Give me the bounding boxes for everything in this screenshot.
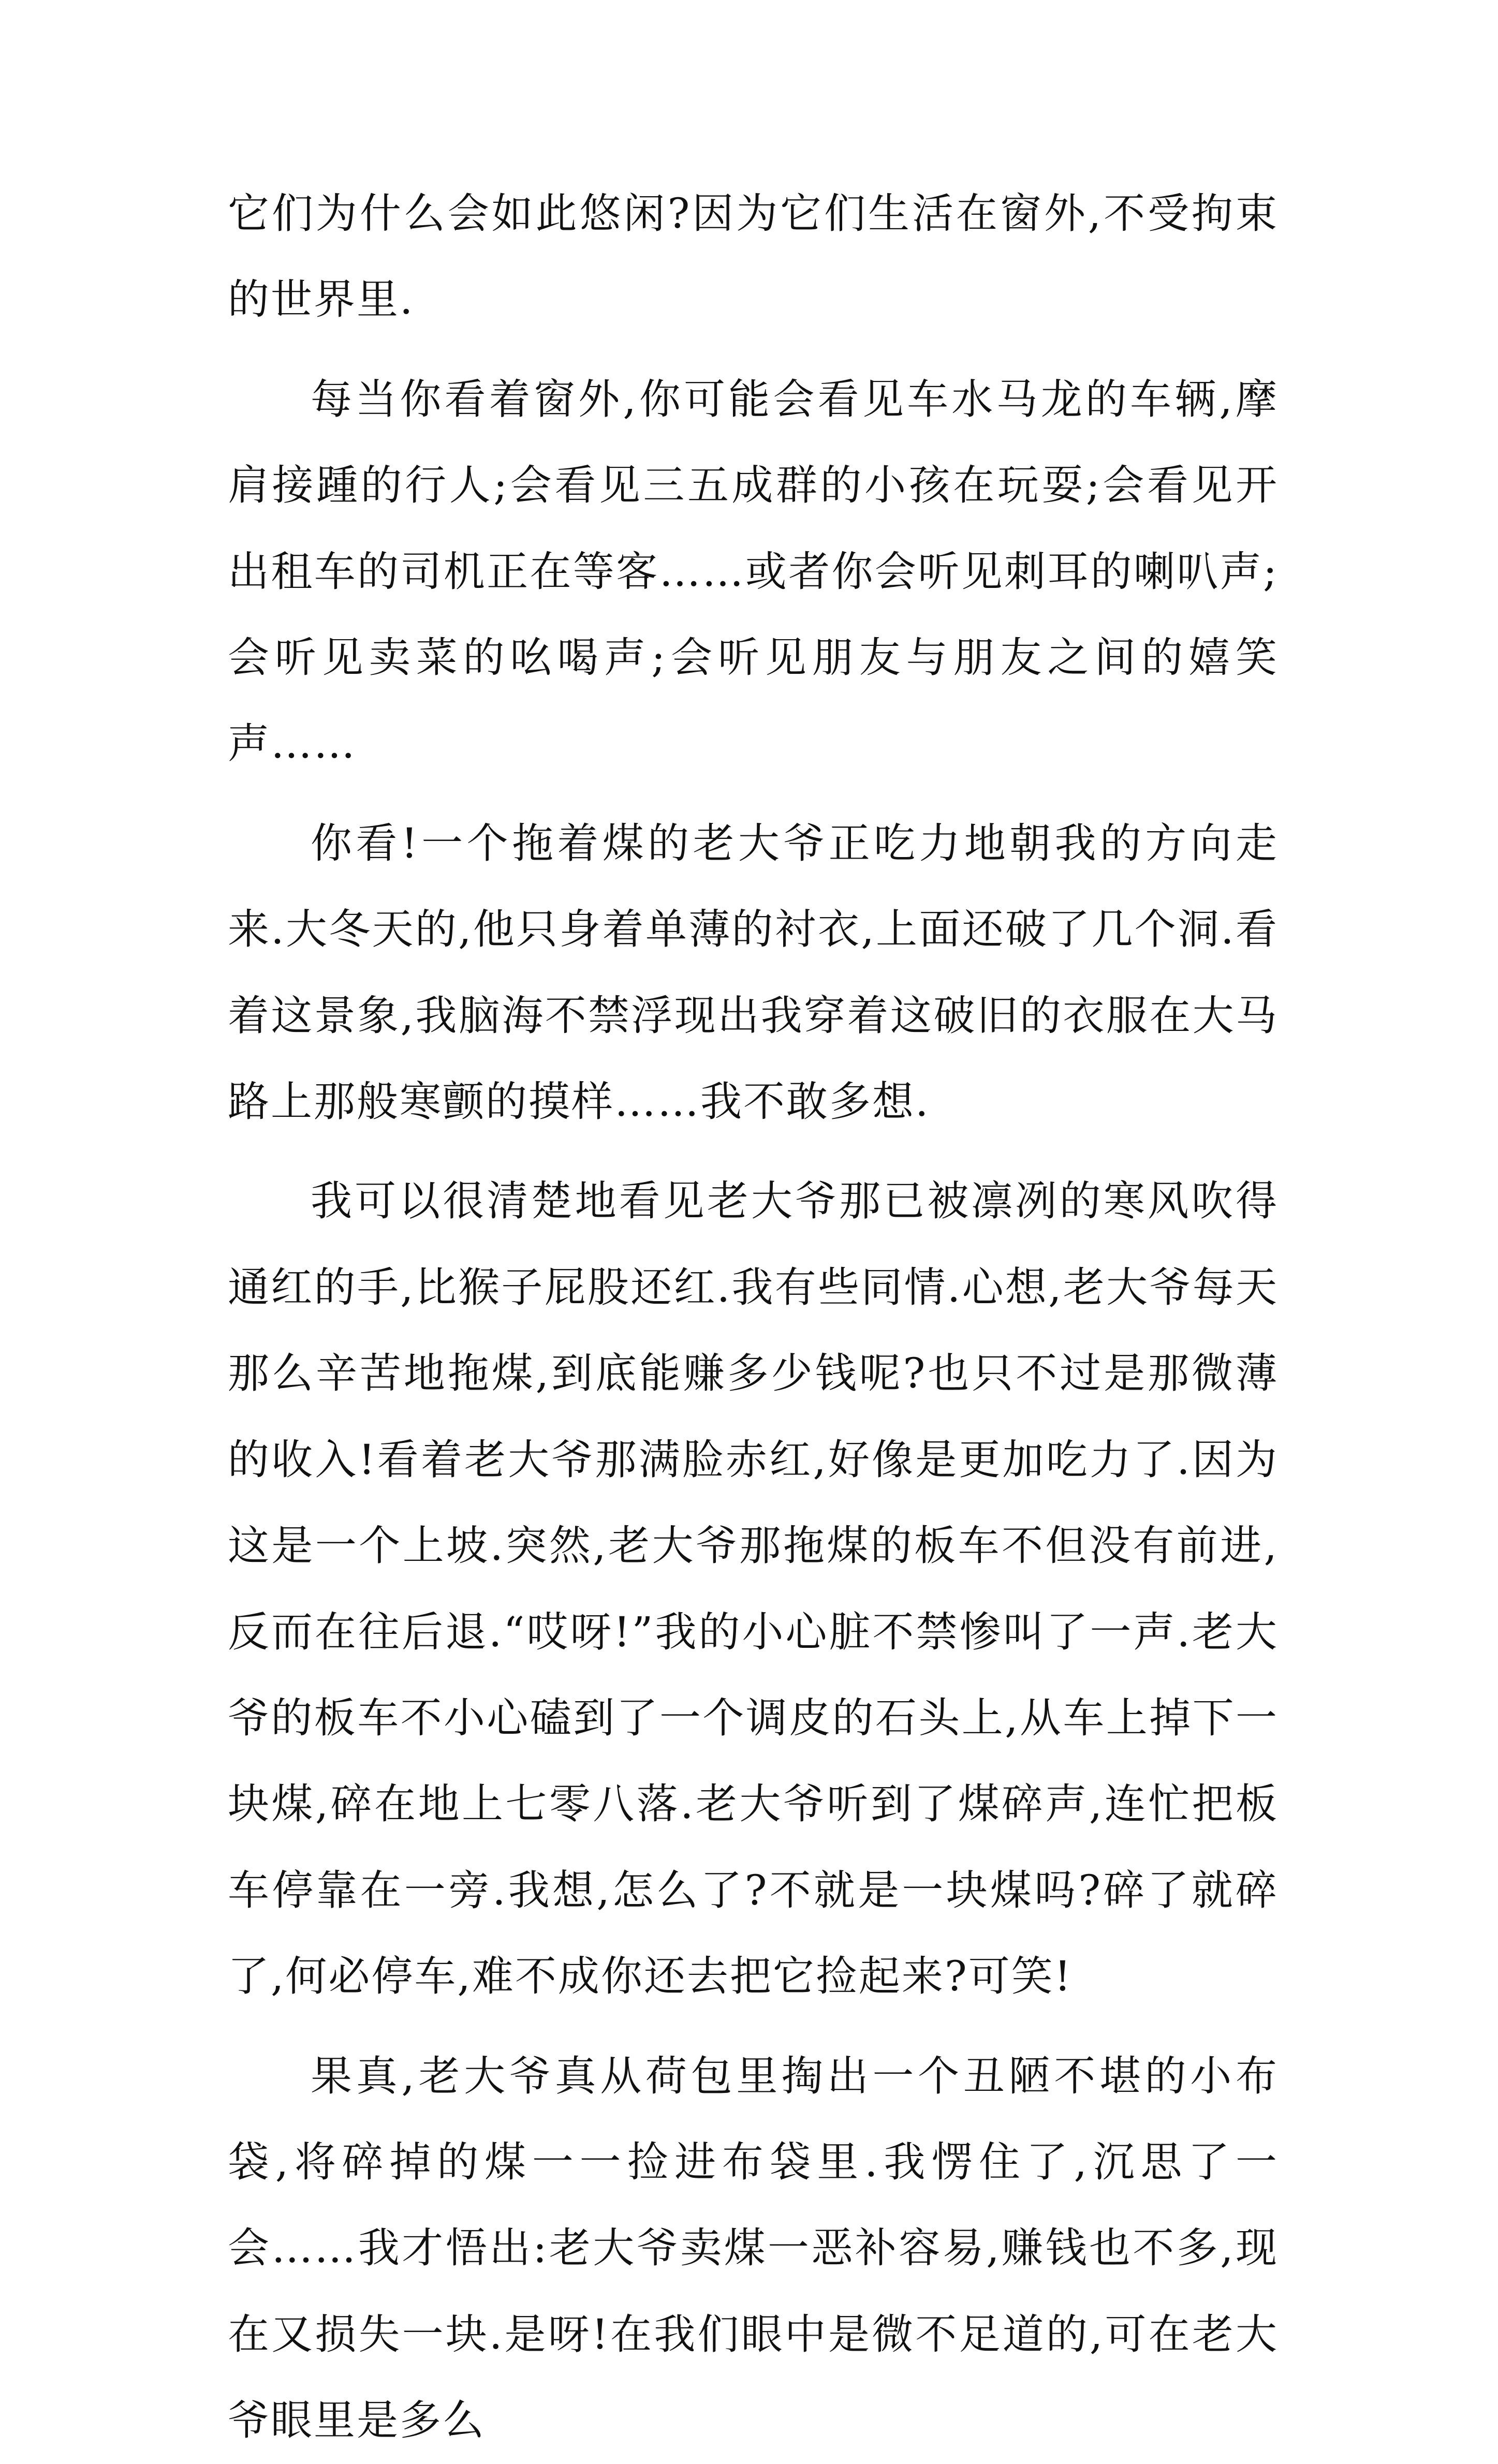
- paragraph-4: 我可以很清楚地看见老大爷那已被凛冽的寒风吹得通红的手,比猴子屁股还红.我有些同情.心想,老大爷每天那么辛苦地拖煤,到底能赚多少钱呢?也只不过是那微薄的收入!看着老大爷那满脸赤红,好像是更加吃力了.因为这是一个上坡.突然,老大爷那拖煤的板车不但没有前进,反而在往后退.“哎呀!”我的小心脏不禁惨叫了一声.老大爷的板车不小心磕到了一个调皮的石头上,从车上掉下一块煤,碎在地上七零八落.老大爷听到了煤碎声,连忙把板车停靠在一旁.我想,怎么了?不就是一块煤吗?碎了就碎了,何必停车,难不成你还去把它捡起来?可笑!: [228, 1177, 1279, 2001]
- article-body: [228, 171, 1279, 2464]
- paragraph-1: 它们为什么会如此悠闲?因为它们生活在窗外,不受拘束的世界里.: [228, 189, 1279, 324]
- paragraph-5: 果真,老大爷真从荷包里掏出一个丑陋不堪的小布袋,将碎掉的煤一一捡进布袋里.我愣住了,沉思了一会……我才悟出:老大爷卖煤一恶补容易,赚钱也不多,现在又损失一块.是呀!在我们眼中是微不足道的,可在老大爷眼里是多么: [228, 2052, 1279, 2445]
- paragraph-3: 你看!一个拖着煤的老大爷正吃力地朝我的方向走来.大冬天的,他只身着单薄的衬衣,上面还破了几个洞.看着这景象,我脑海不禁浮现出我穿着这破旧的衣服在大马路上那般寒颤的摸样……我不敢多想.: [228, 819, 1279, 1126]
- paragraph-2: 每当你看着窗外,你可能会看见车水马龙的车辆,摩肩接踵的行人;会看见三五成群的小孩在玩耍;会看见开出租车的司机正在等客……或者你会听见刺耳的喇叭声;会听见卖菜的吆喝声;会听见朋友与朋友之间的嬉笑声……: [228, 375, 1279, 768]
